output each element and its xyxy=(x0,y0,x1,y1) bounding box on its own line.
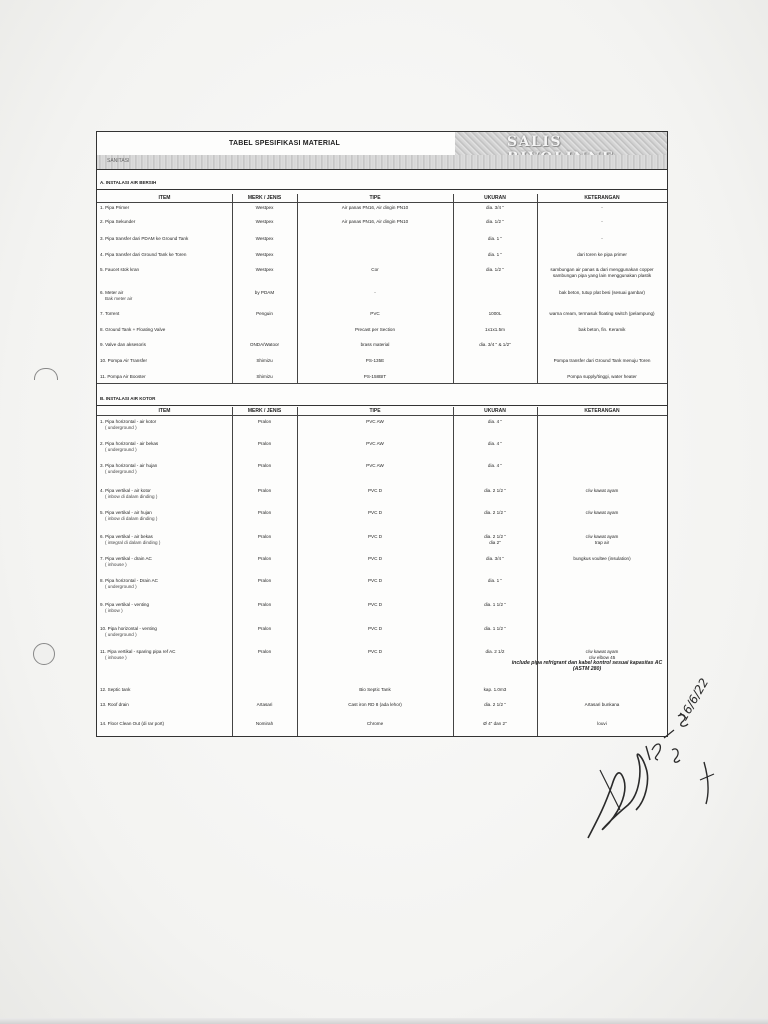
item-name: 8. Ground Tank + Floating Valve xyxy=(100,327,166,332)
brand-value: Westpex xyxy=(255,205,274,210)
brand-value: Artasari xyxy=(256,702,273,707)
page-edge xyxy=(0,1018,768,1024)
column-header-5: KETERANGAN xyxy=(584,195,620,201)
type-value: PVC D xyxy=(367,578,383,583)
size-value: dia. 3/4 " xyxy=(486,556,504,561)
item-name: 5. Pipa vertikal - air hujan xyxy=(100,510,152,515)
remark-value: Artasari bunkana xyxy=(584,702,620,707)
item-name: 3. Pipa transfer dari PDAM ke Ground Tank xyxy=(100,236,189,241)
type-value: Air panas PN16, Air dingin PN10 xyxy=(341,205,409,210)
column-divider xyxy=(232,407,233,736)
column-divider xyxy=(537,407,538,736)
brand-value: Pralon xyxy=(257,534,272,539)
item-note: ( inhouse ) xyxy=(105,655,127,660)
item-note: ( integral di dalam dinding ) xyxy=(105,540,161,545)
type-value: Bio Septic Tank xyxy=(359,687,391,692)
size-value: dia. 1 1/2 " xyxy=(484,602,506,607)
item-name: 11. Pompa Air Booster xyxy=(100,374,146,379)
size-value: dia. 3/4 " xyxy=(486,205,504,210)
remark-value: - xyxy=(601,219,603,224)
item-note: ( inbow ) xyxy=(105,608,123,613)
section-b-label: B. INSTALASI AIR KOTOR xyxy=(97,393,667,406)
item-name: 1. Pipa Primer xyxy=(100,205,130,210)
section-a-label: A. INSTALASI AIR BERSIH xyxy=(97,177,667,190)
item-name: 4. Pipa transfer dari Ground Tank ke Toren xyxy=(100,252,187,257)
remark-value: louvi xyxy=(597,721,607,726)
size-value: dia. 1/2 " xyxy=(486,219,504,224)
type-value: PVC D xyxy=(367,556,383,561)
type-value: brass material xyxy=(360,342,390,347)
brand-value: Penguin xyxy=(256,311,273,316)
brand-value: Shimizu xyxy=(256,358,273,363)
brand-value: Shimizu xyxy=(256,374,273,379)
remark-value-secondary: trap air xyxy=(594,540,610,545)
section-a-bottom xyxy=(97,383,667,384)
item-note: ( underground ) xyxy=(105,425,137,430)
punch-hole-lower xyxy=(33,643,55,665)
column-header-5: KETERANGAN xyxy=(584,408,620,414)
type-value: PVC AW xyxy=(366,463,384,468)
size-value: dia. 2 1/2 xyxy=(485,649,505,654)
remark-value: - xyxy=(601,205,603,210)
item-name: 11. Pipa vertikal - sparing pipa ref AC xyxy=(100,649,176,654)
logo-block xyxy=(455,132,667,156)
remark-value: c/w kawat ayam xyxy=(585,510,619,515)
size-value: dia. 1 " xyxy=(487,252,503,257)
size-value: dia. 2 1/2 " xyxy=(484,702,506,707)
brand-value: ONDA/Watoor xyxy=(249,342,280,347)
type-value: PS-135E xyxy=(365,358,385,363)
item-note: ( underground ) xyxy=(105,584,137,589)
item-name: 14. Floor Clean Out (di rar port) xyxy=(100,721,165,726)
handwritten-signature xyxy=(580,710,720,850)
item-name: 3. Pipa horizontal - air hujan xyxy=(100,463,158,468)
ac-pipe-note: include pipa refrigrant dan kabel kontrol sesuai kapasitas AC (ASTM 280) xyxy=(511,660,663,672)
item-name: 2. Pipa horizontal - air bekas xyxy=(100,441,159,446)
brand-value: Pralon xyxy=(257,626,272,631)
size-value: 1000L xyxy=(488,311,502,316)
column-header-1: ITEM xyxy=(158,195,171,201)
type-value: PS-158BIT xyxy=(363,374,387,379)
remark-value: c/w kawat ayam xyxy=(585,534,619,539)
size-value: dia. 1 " xyxy=(487,578,503,583)
remark-value: c/w kawat ayam xyxy=(585,649,619,654)
remark-value: bak beton, tutup plat besi (sesuai gambar) xyxy=(559,290,645,295)
column-header-2: MERK / JENIS xyxy=(247,408,282,414)
brand-value: Pralon xyxy=(257,463,272,468)
size-value: dia. 3/4 " & 1/2" xyxy=(479,342,511,347)
specification-table xyxy=(96,131,668,737)
brand-value: Pralon xyxy=(257,488,272,493)
brand-value: by PDAM xyxy=(254,290,275,295)
item-name: 5. Faucet stok kran xyxy=(100,267,140,272)
item-note: ( inbow di dalam dinding ) xyxy=(105,516,158,521)
remark-value: sambungan air panas & dari menggunakan copper xyxy=(550,267,654,272)
type-value: Air panas PN16, Air dingin PN10 xyxy=(341,219,409,224)
item-note: Bak meter air xyxy=(105,296,133,301)
type-value: PVC D xyxy=(367,534,383,539)
type-value: Precast per Section xyxy=(354,327,396,332)
item-name: 7. Torrent xyxy=(100,311,120,316)
remark-value: Pompa transfer dari Ground Tank menuju Toren xyxy=(553,358,651,363)
size-value-secondary: dia 2" xyxy=(489,540,501,545)
table-title: TABEL SPESIFIKASI MATERIAL xyxy=(97,132,456,156)
size-value: dia. 4 " xyxy=(487,463,503,468)
type-value: PVC AW xyxy=(366,441,384,446)
brand-value: Pralon xyxy=(257,441,272,446)
brand-value: Westpex xyxy=(255,252,274,257)
brand-value: Pralon xyxy=(257,578,272,583)
item-note: ( underground ) xyxy=(105,447,137,452)
column-header-1: ITEM xyxy=(158,408,171,414)
item-name: 9. Valve dan aksesoris xyxy=(100,342,146,347)
item-name: 2. Pipa Sekunder xyxy=(100,219,136,224)
column-header-4: UKURAN xyxy=(484,408,506,414)
type-value: PVC xyxy=(370,311,380,316)
item-name: 10. Pompa Air Transfer xyxy=(100,358,147,363)
brand-value: Pralon xyxy=(257,510,272,515)
remark-value: c/w kawat ayam xyxy=(585,488,619,493)
company-logo: SALIS xyxy=(507,134,562,150)
item-name: 12. Septic tank xyxy=(100,687,131,692)
item-name: 6. Pipa vertikal - air bekas xyxy=(100,534,153,539)
brand-value: Pralon xyxy=(257,419,272,424)
size-value: dia. 1 " xyxy=(487,236,503,241)
type-value: PVC AW xyxy=(366,419,384,424)
size-value: kap. 1.0m3 xyxy=(483,687,507,692)
item-name: 13. Roof drain xyxy=(100,702,129,707)
item-name: 9. Pipa vertikal - venting xyxy=(100,602,150,607)
item-name: 10. Pipa horizontal - venting xyxy=(100,626,157,631)
item-name: 6. Meter air xyxy=(100,290,124,295)
type-value: PVC D xyxy=(367,602,383,607)
remark-value: warna cream, termasuk floating switch (pelampung) xyxy=(549,311,655,316)
size-value: dia. 1/2 " xyxy=(486,267,504,272)
type-value: Cast iron RD 8 (ada lehor) xyxy=(348,702,402,707)
brand-value: Pralon xyxy=(257,649,272,654)
brand-value: Pralon xyxy=(257,556,272,561)
column-header-4: UKURAN xyxy=(484,195,506,201)
brand-value: Westpex xyxy=(255,267,274,272)
size-value: dia. 1 1/2 " xyxy=(484,626,506,631)
subheader-label: SANITASI xyxy=(107,158,130,164)
item-note: ( underground ) xyxy=(105,469,137,474)
brand-value: Pralon xyxy=(257,602,272,607)
item-name: 7. Pipa vertikal - drain AC xyxy=(100,556,152,561)
item-note: ( underground ) xyxy=(105,632,137,637)
size-value: dia. 4 " xyxy=(487,441,503,446)
brand-value: Westpex xyxy=(255,236,274,241)
item-note: ( inbow di dalam dinding ) xyxy=(105,494,158,499)
item-name: 1. Pipa horizontal - air kotor xyxy=(100,419,157,424)
column-header-3: TIPE xyxy=(369,195,381,201)
item-name: 4. Pipa vertikal - air kotor xyxy=(100,488,151,493)
size-value: dia. 2 1/2 " xyxy=(484,488,506,493)
remark-value-secondary: c/w elbow 45 xyxy=(588,655,616,660)
type-value: PVC D xyxy=(367,488,383,493)
type-value: Cor xyxy=(371,267,379,272)
size-value: dia. 4 " xyxy=(487,419,503,424)
type-value: - xyxy=(374,290,376,295)
header-bottom-line xyxy=(97,415,667,416)
header-bottom-line xyxy=(97,202,667,203)
column-header-2: MERK / JENIS xyxy=(247,195,282,201)
size-value: Ø 4" dan 2" xyxy=(483,721,507,726)
type-value: Chrome xyxy=(366,721,384,726)
size-value: 1x1x1.5m xyxy=(485,327,505,332)
subheader-band xyxy=(97,155,667,170)
remark-value: dari toren ke pipa primer xyxy=(577,252,627,257)
brand-value: Westpex xyxy=(255,219,274,224)
remark-value: bungkus voultee (insulation) xyxy=(573,556,631,561)
size-value: dia. 2 1/2 " xyxy=(484,510,506,515)
column-header-3: TIPE xyxy=(369,408,381,414)
type-value: PVC D xyxy=(367,626,383,631)
brand-value: Nomirah xyxy=(255,721,274,726)
size-value: dia. 2 1/2 " xyxy=(484,534,506,539)
signature-date: 16/6/22 xyxy=(676,675,712,723)
type-value: PVC D xyxy=(367,649,383,654)
remark-value-secondary: sambungan pipa yang lain menggunakan plastik xyxy=(552,273,652,278)
remark-value: - xyxy=(601,236,603,241)
item-name: 8. Pipa horizontal - Drain AC xyxy=(100,578,158,583)
type-value: PVC D xyxy=(367,510,383,515)
remark-value: bak beton, fin. Keramik xyxy=(578,327,626,332)
remark-value: Pompa supply/tinggi, water heater xyxy=(567,374,637,379)
item-note: ( inhouse ) xyxy=(105,562,127,567)
